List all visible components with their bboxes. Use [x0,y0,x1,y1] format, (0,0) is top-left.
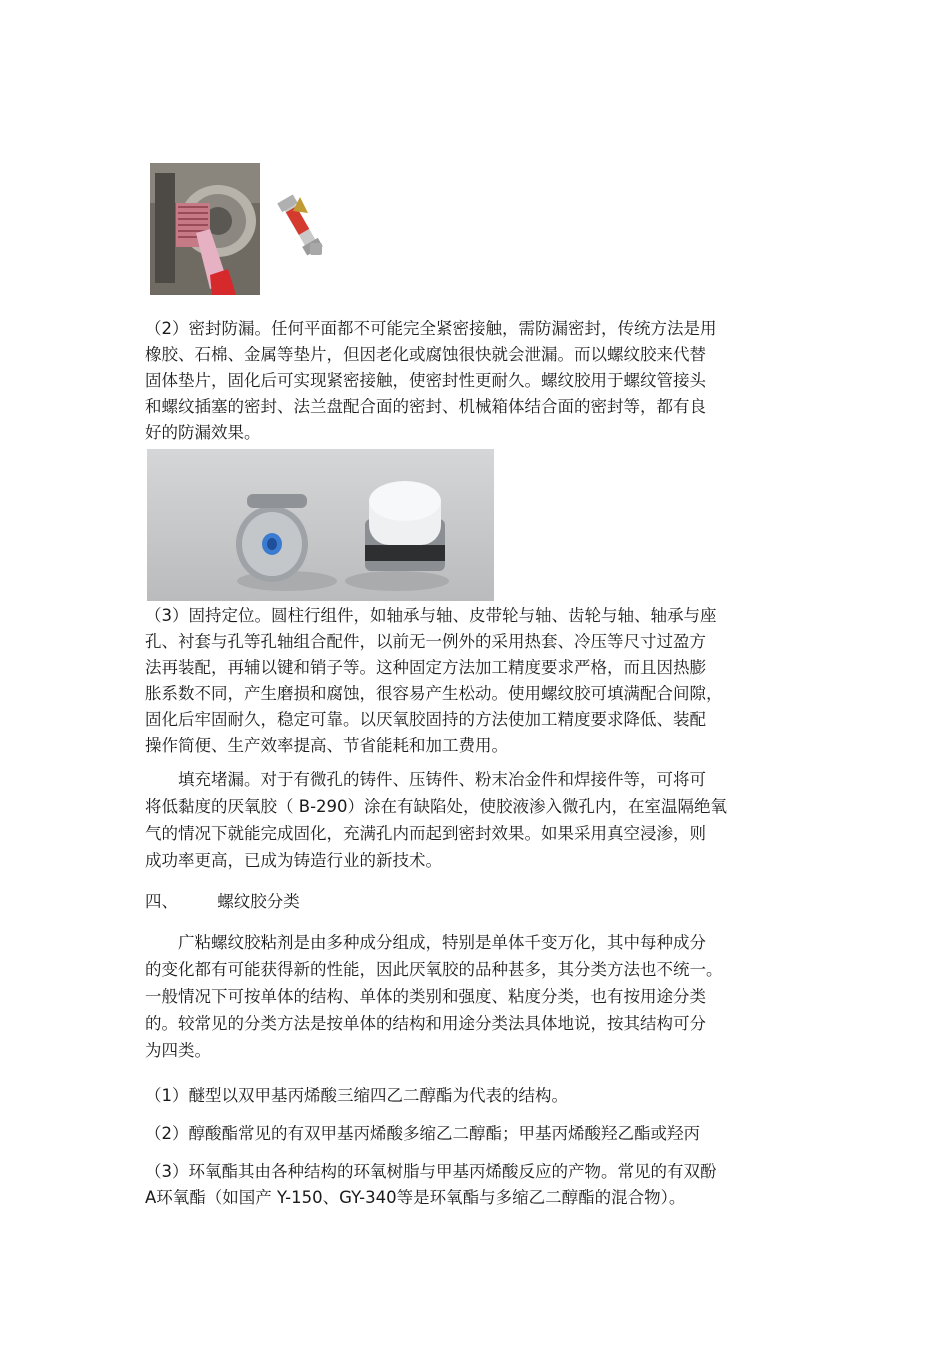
threaded-plugs-photo [147,449,494,601]
text-line: 孔、衬套与孔等孔轴组合配件，以前无一例外的采用热套、冷压等尺寸过盈方 [145,632,706,651]
list-item-alkyd-ester [145,1121,785,1147]
list-item-epoxy-ester [145,1159,785,1211]
text-line: 操作简便、生产效率提高、节省能耗和加工费用。 [145,736,508,755]
text-line: （1）醚型以双甲基丙烯酸三缩四乙二醇酯为代表的结构。 [145,1086,568,1105]
text-line: （2）密封防漏。任何平面都不可能完全紧密接触，需防漏密封，传统方法是用 [145,319,717,338]
list-item-ether-type [145,1083,785,1109]
text-line: 广粘螺纹胶粘剂是由多种成分组成，特别是单体千变万化，其中每种成分 [145,933,706,952]
text-line: 气的情况下就能完成固化，充满孔内而起到密封效果。如果采用真空浸渗，则 [145,824,706,843]
section-heading [145,889,300,915]
text-line: 的变化都有可能获得新的性能，因此厌氧胶的品种甚多，其分类方法也不统一。 [145,960,723,979]
text-line: 和螺纹插塞的密封、法兰盘配合面的密封、机械箱体结合面的密封等，都有良 [145,397,706,416]
paragraph-classification [145,929,785,1064]
text-line: A环氧酯（如国产 Y-150、GY-340等是环氧酯与多缩乙二醇酯的混合物）。 [145,1188,686,1207]
paragraph-fixing [145,603,785,759]
text-line: 好的防漏效果。 [145,423,261,442]
text-line: （3）环氧酯其由各种结构的环氧树脂与甲基丙烯酸反应的产物。常见的有双酚 [145,1162,717,1181]
threadlocker-application-illustration [150,163,328,295]
text-line: 固体垫片，固化后可实现紧密接触，使密封性更耐久。螺纹胶用于螺纹管接头 [145,371,706,390]
text-line: （3）固持定位。圆柱行组件，如轴承与轴、皮带轮与轴、齿轮与轴、轴承与座 [145,606,717,625]
text-line: 法再装配，再辅以键和销子等。这种固定方法加工精度要求严格，而且因热膨 [145,658,706,677]
text-line: 固化后牢固耐久，稳定可靠。以厌氧胶固持的方法使加工精度要求降低、装配 [145,710,706,729]
paragraph-sealing [145,316,785,446]
threadlocker-application-photo [150,163,328,295]
text-line: （2）醇酸酯常见的有双甲基丙烯酸多缩乙二醇酯；甲基丙烯酸羟乙酯或羟丙 [145,1124,700,1143]
text-line: 为四类。 [145,1041,211,1060]
heading-number: 四、 [145,892,178,911]
text-line: 的。较常见的分类方法是按单体的结构和用途分类法具体地说，按其结构可分 [145,1014,706,1033]
threaded-plugs-illustration [147,449,494,601]
heading-title: 螺纹胶分类 [217,892,300,911]
text-line: 成功率更高，已成为铸造行业的新技术。 [145,851,442,870]
text-line: 一般情况下可按单体的结构、单体的类别和强度、粘度分类，也有按用途分类 [145,987,706,1006]
text-line: 填充堵漏。对于有微孔的铸件、压铸件、粉末冶金件和焊接件等，可将可 [145,770,706,789]
text-line: 将低黏度的厌氧胶（ B-290）涂在有缺陷处，使胶液渗入微孔内，在室温隔绝氧 [145,797,728,816]
text-line: 橡胶、石棉、金属等垫片，但因老化或腐蚀很快就会泄漏。而以螺纹胶来代替 [145,345,706,364]
paragraph-fill-leak [145,766,785,874]
text-line: 胀系数不同，产生磨损和腐蚀，很容易产生松动。使用螺纹胶可填满配合间隙， [145,684,723,703]
